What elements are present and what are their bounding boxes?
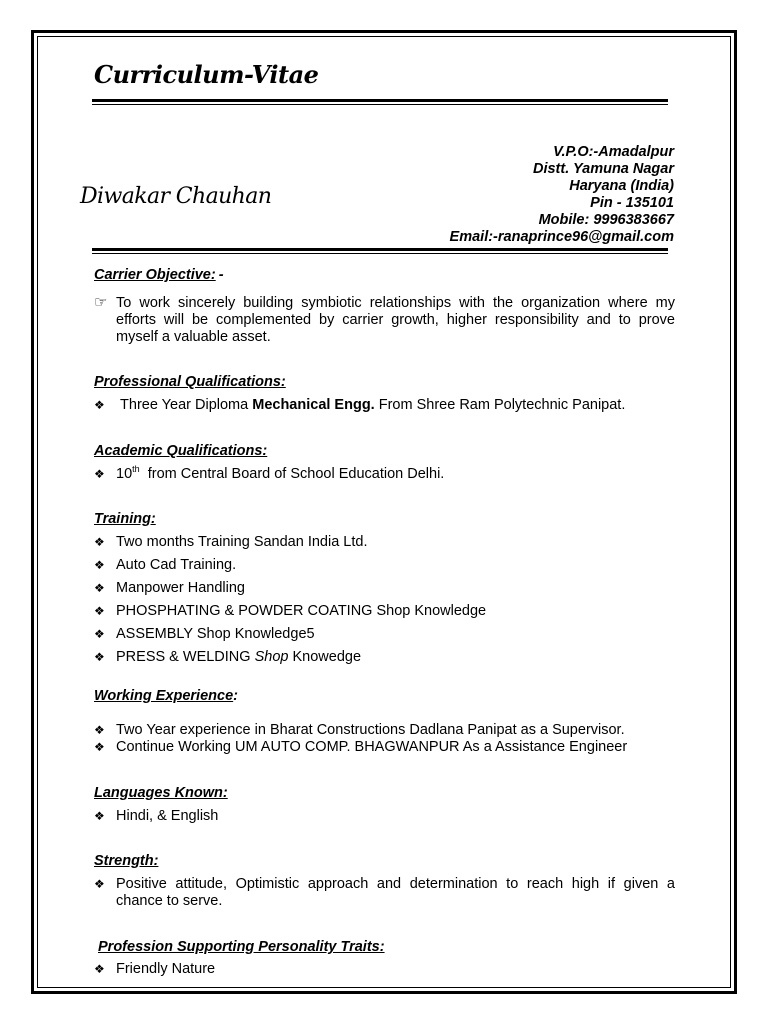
traits-item: ❖ Friendly Nature: [94, 961, 216, 977]
diamond-bullet-icon: ❖: [94, 650, 105, 664]
diamond-bullet-icon: ❖: [94, 604, 105, 618]
header-rule-thick: [92, 248, 668, 251]
training-item: ❖ Two months Training Sandan India Ltd.: [94, 534, 368, 550]
candidate-name: Diwakar Chauhan: [80, 184, 272, 209]
document-title: Curriculum-Vitae: [94, 60, 319, 89]
training-item: ❖ Manpower Handling: [94, 580, 245, 596]
diamond-bullet-icon: ❖: [94, 740, 105, 754]
mobile-number: Mobile: 9996383667: [538, 212, 674, 228]
professional-item: ❖ Three Year Diploma Mechanical Engg. From Shree Ram Polytechnic Panipat.: [94, 397, 626, 413]
address-line-district: Distt. Yamuna Nagar: [532, 161, 674, 177]
title-rule-thin: [92, 104, 668, 105]
contact-block: [450, 144, 674, 246]
objective-text: ☞ To work sincerely building symbiotic relationships with the organization where my efforts will be complemented by carrier growth, higher responsibility and to prove myself a valuable asset.: [94, 294, 675, 345]
diamond-bullet-icon: ❖: [94, 535, 105, 549]
diamond-bullet-icon: ❖: [94, 581, 105, 595]
academic-heading: Academic Qualifications:: [94, 443, 268, 459]
objective-heading: Carrier Objective: -: [94, 267, 224, 283]
diamond-bullet-icon: ❖: [94, 723, 105, 737]
email-address: Email:-ranaprince96@gmail.com: [449, 229, 674, 245]
languages-item: ❖ Hindi, & English: [94, 808, 219, 824]
experience-heading: Working Experience:: [94, 688, 238, 704]
diamond-bullet-icon: ❖: [94, 398, 105, 412]
professional-heading: Professional Qualifications:: [94, 374, 286, 390]
title-rule-thick: [92, 99, 668, 102]
training-item: ❖ Auto Cad Training.: [94, 557, 237, 573]
languages-heading: Languages Known:: [94, 785, 228, 801]
strength-item: ❖ Positive attitude, Optimistic approach and determination to reach high if given a chance to serve.: [94, 876, 675, 909]
diamond-bullet-icon: ❖: [94, 467, 105, 481]
experience-item: ❖ Two Year experience in Bharat Constructions Dadlana Panipat as a Supervisor.: [94, 722, 625, 738]
academic-item: ❖ 10th from Central Board of School Education Delhi.: [94, 464, 445, 482]
diamond-bullet-icon: ❖: [94, 627, 105, 641]
training-item: ❖ ASSEMBLY Shop Knowledge5: [94, 626, 315, 642]
experience-item: ❖ Continue Working UM AUTO COMP. BHAGWANPUR As a Assistance Engineer: [94, 739, 628, 755]
pointing-hand-icon: ☞: [94, 294, 108, 311]
diamond-bullet-icon: ❖: [94, 877, 105, 891]
diamond-bullet-icon: ❖: [94, 962, 105, 976]
training-heading: Training:: [94, 511, 156, 527]
traits-heading: Profession Supporting Personality Traits:: [98, 939, 385, 955]
address-line-state: Haryana (India): [569, 178, 674, 194]
training-item: ❖ PRESS & WELDING Shop Knowedge: [94, 649, 362, 665]
diamond-bullet-icon: ❖: [94, 809, 105, 823]
diamond-bullet-icon: ❖: [94, 558, 105, 572]
header-rule-thin: [92, 253, 668, 254]
strength-heading: Strength:: [94, 853, 159, 869]
training-item: ❖ PHOSPHATING & POWDER COATING Shop Knowledge: [94, 603, 487, 619]
address-line-pin: Pin - 135101: [590, 195, 674, 211]
address-line-vpo: V.P.O:-Amadalpur: [553, 144, 674, 160]
